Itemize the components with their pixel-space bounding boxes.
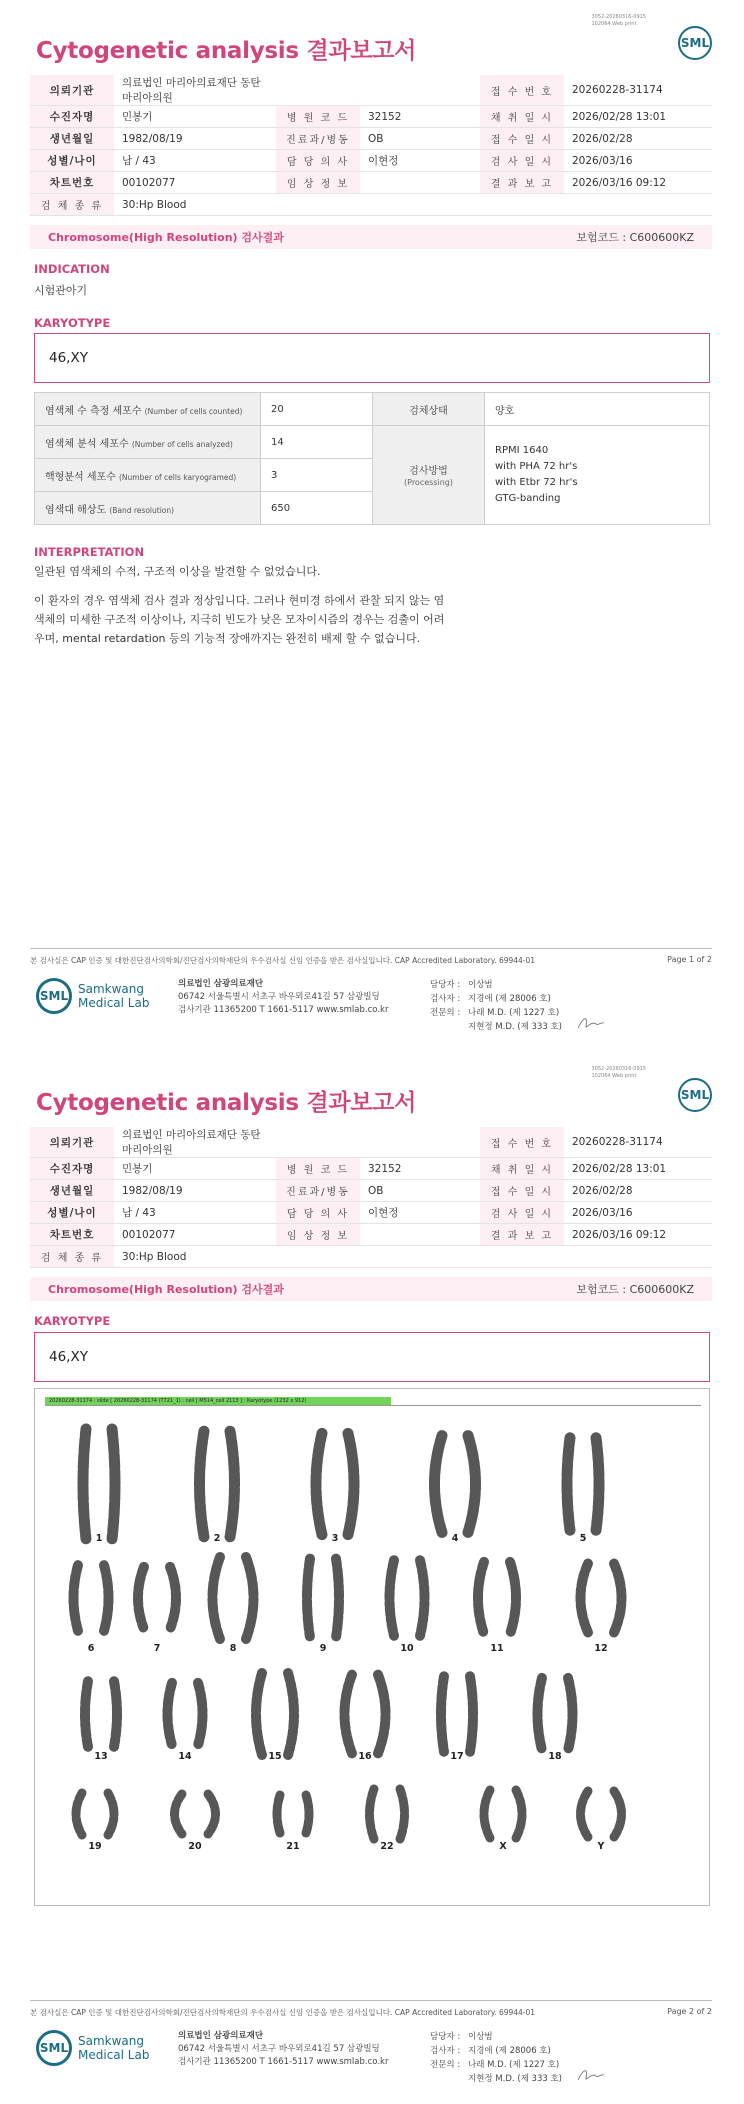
footer-divider (30, 2000, 712, 2001)
indication-text: 시험관아기 (34, 284, 88, 297)
chromosome-pair-7 (138, 1567, 176, 1654)
signature-icon (576, 1014, 606, 1032)
chromosome-label: 8 (229, 1643, 237, 1654)
info-cell: 병 원 코 드 (276, 106, 360, 128)
signature-icon (576, 2066, 606, 2084)
lab-address: 의료법인 삼광의료재단 06742 서울특별시 서초구 바우뫼로41길 57 삼광빌딩 검사기관 11365200 T 1661-5117 www.smlab.co.kr (178, 2031, 389, 2067)
chromosome-pair-3 (316, 1433, 354, 1544)
chromosome-pair-10 (390, 1560, 425, 1654)
info-cell: 2026/02/28 (564, 128, 712, 150)
chromosome-pair-21 (277, 1795, 309, 1852)
info-row (30, 1180, 712, 1202)
chromosome-pair-12 (581, 1564, 622, 1654)
info-cell: 생년월일 (30, 128, 114, 150)
karyotype-heading: KARYOTYPE (34, 316, 111, 330)
info-row (30, 150, 712, 172)
info-cell: 병 원 코 드 (276, 1158, 360, 1180)
chromosome-label: 12 (594, 1643, 608, 1654)
chromosome-pair-22 (370, 1789, 405, 1852)
cell-count-table (34, 392, 710, 525)
indication-heading: INDICATION (34, 262, 110, 276)
report-title: Cytogenetic analysis 결과보고서 (36, 38, 417, 64)
chromosome-label: 21 (286, 1841, 300, 1852)
chromosome-pair-5 (567, 1438, 599, 1544)
info-cell: 32152 (360, 106, 480, 128)
cells-analyzed-value: 14 (261, 426, 373, 459)
specimen-label: 검 체 종 류 (30, 1246, 114, 1268)
samkwang-logo: SML Samkwang Medical Lab (36, 978, 149, 1014)
insurance-code: 보험코드 : C600600KZ (576, 231, 694, 244)
info-cell: OB (360, 128, 480, 150)
info-cell: 20260228-31174 (564, 75, 712, 106)
chromosome-label: 15 (268, 1751, 282, 1762)
cap-statement: 본 검사실은 CAP 인증 및 대한진단검사의학회/진단검사의학재단의 우수검사실 신임 인증을 받은 검사실입니다. CAP Accredited Laboratory. 69944-01 (30, 2008, 536, 2017)
method-value: RPMI 1640 with PHA 72 hr's with Etbr 72 hr's GTG-banding (485, 426, 710, 525)
report-title: Cytogenetic analysis 결과보고서 (36, 1090, 417, 1116)
info-cell: 수진자명 (30, 106, 114, 128)
chromosome-label: X (499, 1841, 507, 1852)
print-code: 3052-20260316-0915 102064 Web print (591, 1066, 646, 1079)
sml-ring-logo: SML (36, 2030, 72, 2066)
samkwang-logo: SML Samkwang Medical Lab (36, 2030, 149, 2066)
chromosome-label: 2 (213, 1533, 221, 1544)
patient-info-table (30, 75, 712, 216)
chromosome-pair-18 (538, 1678, 573, 1762)
specimen-label: 검 체 종 류 (30, 194, 114, 216)
info-cell: 접 수 번 호 (480, 75, 564, 106)
page-number: Page 1 of 2 (667, 955, 712, 964)
info-cell: 2026/02/28 13:01 (564, 106, 712, 128)
info-cell: 2026/03/16 (564, 150, 712, 172)
chromosome-label: 10 (400, 1643, 414, 1654)
chromosome-label: 1 (95, 1533, 103, 1544)
info-cell: 접 수 일 시 (480, 1180, 564, 1202)
info-cell: 2026/03/16 09:12 (564, 172, 712, 194)
lab-staff: 담당자 : 이상범 검사자 : 지경애 (제 28006 호) 전문의 : 나래 M.D. (제 1227 호) 지현정 M.D. (제 333 호) (430, 980, 563, 1032)
cells-karyogramed-value: 3 (261, 459, 373, 492)
method-label: 검사방법 (Processing) (373, 426, 485, 525)
chromosome-label: 18 (548, 1751, 562, 1762)
cells-karyogramed-label: 핵형분석 세포수 (Number of cells karyogramed) (35, 459, 261, 492)
info-cell (360, 172, 480, 194)
specimen-value: 30:Hp Blood (114, 1246, 712, 1268)
info-cell: 접 수 일 시 (480, 128, 564, 150)
info-cell: 남 / 43 (114, 150, 276, 172)
chromosome-label: 17 (450, 1751, 464, 1762)
info-cell: 검 사 일 시 (480, 150, 564, 172)
karyogram-caption: 20260228-31174 : slide [ 20260228-31174 (T721_1) : cell [ M514_cell 2113 ] : Karyotype (1232 x 912) (45, 1397, 391, 1405)
info-cell: 남 / 43 (114, 1202, 276, 1224)
section-title: Chromosome(High Resolution) 검사결과 (48, 231, 284, 244)
specimen-row (30, 1246, 712, 1268)
specimen-state-value: 양호 (485, 393, 710, 426)
info-cell: 진료과/병동 (276, 1180, 360, 1202)
info-cell: 채 취 일 시 (480, 1158, 564, 1180)
info-cell (360, 1127, 480, 1158)
info-cell: 00102077 (114, 172, 276, 194)
chromosome-pair-20 (175, 1794, 216, 1852)
footer-divider (30, 948, 712, 949)
sml-ring-logo: SML (36, 978, 72, 1014)
info-cell: 임 상 정 보 (276, 172, 360, 194)
chromosome-label: 4 (451, 1533, 459, 1544)
info-cell (360, 1224, 480, 1246)
info-cell: 차트번호 (30, 172, 114, 194)
chromosome-label: 16 (358, 1751, 372, 1762)
info-cell: 1982/08/19 (114, 128, 276, 150)
section-bar (30, 1277, 712, 1301)
karyotype-value: 46,XY (49, 350, 88, 366)
info-row (30, 1224, 712, 1246)
info-cell: 의료법인 마리아의료재단 동탄마리아의원 (114, 75, 276, 106)
chromosome-label: 3 (331, 1533, 339, 1544)
chromosome-pair-8 (213, 1557, 254, 1654)
info-cell: 의료법인 마리아의료재단 동탄마리아의원 (114, 1127, 276, 1158)
info-cell: 2026/03/16 (564, 1202, 712, 1224)
chromosome-label: 7 (153, 1643, 161, 1654)
sml-logo: SML (678, 26, 712, 60)
chromosome-label: 19 (88, 1841, 102, 1852)
chromosome-label: 5 (579, 1533, 587, 1544)
info-cell: 20260228-31174 (564, 1127, 712, 1158)
specimen-row (30, 194, 712, 216)
chromosome-pair-16 (345, 1675, 386, 1762)
chromosome-pair-11 (478, 1562, 516, 1654)
info-cell: 담 당 의 사 (276, 1202, 360, 1224)
info-cell: 임 상 정 보 (276, 1224, 360, 1246)
chromosome-label: 13 (94, 1751, 108, 1762)
chromosome-pair-14 (168, 1683, 203, 1762)
lab-staff: 담당자 : 이상범 검사자 : 지경애 (제 28006 호) 전문의 : 나래 M.D. (제 1227 호) 지현정 M.D. (제 333 호) (430, 2032, 563, 2084)
chromosome-label: 6 (87, 1643, 95, 1654)
insurance-code: 보험코드 : C600600KZ (576, 1283, 694, 1296)
interpretation-text: 일관된 염색체의 수적, 구조적 이상을 발견할 수 없었습니다. 이 환자의 경우 염색체 검사 결과 정상입니다. 그러나 현미경 하에서 관찰 되지 않는 염색체의 미세한 구조적 이상이나, 지극히 빈도가 낮은 모자이시즘의 경우는 검출이 어려우며, mental retardation 등의 기능적 장애까지는 완전히 배제 할 수 없습니다. (34, 565, 445, 645)
chromosome-label: 22 (380, 1841, 394, 1852)
info-cell: 32152 (360, 1158, 480, 1180)
cells-analyzed-label: 염색체 분석 세포수 (Number of cells analyzed) (35, 426, 261, 459)
info-cell: 2026/03/16 09:12 (564, 1224, 712, 1246)
info-cell: 2026/02/28 (564, 1180, 712, 1202)
info-cell: 차트번호 (30, 1224, 114, 1246)
section-bar (30, 225, 712, 249)
chromosome-label: 11 (490, 1643, 504, 1654)
interpretation-heading: INTERPRETATION (34, 545, 145, 559)
chromosome-pair-Y (581, 1791, 622, 1852)
info-cell: 결 과 보 고 (480, 172, 564, 194)
info-cell (360, 75, 480, 106)
cap-statement: 본 검사실은 CAP 인증 및 대한진단검사의학회/진단검사의학재단의 우수검사실 신임 인증을 받은 검사실입니다. CAP Accredited Laboratory. 69944-01 (30, 956, 536, 965)
chromosome-pair-13 (85, 1681, 117, 1762)
info-cell (276, 75, 360, 106)
info-row (30, 1127, 712, 1158)
chromosome-pairs (35, 1389, 709, 1905)
cells-counted-value: 20 (261, 393, 373, 426)
info-cell: 성별/나이 (30, 150, 114, 172)
chromosome-pair-17 (441, 1676, 473, 1762)
section-title: Chromosome(High Resolution) 검사결과 (48, 1283, 284, 1296)
info-cell: 민봉기 (114, 1158, 276, 1180)
specimen-state-label: 검체상태 (373, 393, 485, 426)
info-cell: 채 취 일 시 (480, 106, 564, 128)
chromosome-pair-15 (256, 1673, 294, 1762)
info-cell: 생년월일 (30, 1180, 114, 1202)
info-cell: 성별/나이 (30, 1202, 114, 1224)
info-cell: 결 과 보 고 (480, 1224, 564, 1246)
info-cell: 수진자명 (30, 1158, 114, 1180)
info-cell: 이현정 (360, 1202, 480, 1224)
info-row (30, 75, 712, 106)
karyogram-image (34, 1388, 710, 1906)
chromosome-pair-19 (76, 1793, 114, 1852)
info-cell: 의뢰기관 (30, 1127, 114, 1158)
chromosome-pair-2 (200, 1431, 235, 1544)
info-cell: 의뢰기관 (30, 75, 114, 106)
specimen-value: 30:Hp Blood (114, 194, 712, 216)
band-resolution-value: 650 (261, 492, 373, 525)
chromosome-pair-X (484, 1790, 522, 1852)
info-cell: 검 사 일 시 (480, 1202, 564, 1224)
print-code: 3052-20260316-0915 102064 Web print (591, 14, 646, 27)
chromosome-label: 20 (188, 1841, 202, 1852)
chromosome-label: 9 (319, 1643, 327, 1654)
info-cell: 1982/08/19 (114, 1180, 276, 1202)
chromosome-pair-6 (74, 1565, 109, 1654)
info-cell: 접 수 번 호 (480, 1127, 564, 1158)
band-resolution-label: 염색대 해상도 (Band resolution) (35, 492, 261, 525)
info-row (30, 1158, 712, 1180)
patient-info-table (30, 1127, 712, 1268)
chromosome-pair-4 (435, 1436, 476, 1544)
info-cell: 진료과/병동 (276, 128, 360, 150)
info-row (30, 128, 712, 150)
karyotype-box (34, 1332, 710, 1382)
info-row (30, 1202, 712, 1224)
info-cell: OB (360, 1180, 480, 1202)
info-cell: 이현정 (360, 150, 480, 172)
info-row (30, 172, 712, 194)
sml-logo: SML (678, 1078, 712, 1112)
page-number: Page 2 of 2 (667, 2007, 712, 2016)
chromosome-pair-1 (83, 1429, 115, 1544)
info-cell (276, 1127, 360, 1158)
cells-counted-label: 염색체 수 측정 세포수 (Number of cells counted) (35, 393, 261, 426)
lab-address: 의료법인 삼광의료재단 06742 서울특별시 서초구 바우뫼로41길 57 삼광빌딩 검사기관 11365200 T 1661-5117 www.smlab.co.kr (178, 979, 389, 1015)
info-cell: 2026/02/28 13:01 (564, 1158, 712, 1180)
info-row (30, 106, 712, 128)
karyotype-box (34, 333, 710, 383)
chromosome-pair-9 (307, 1559, 339, 1654)
karyotype-value: 46,XY (49, 1349, 88, 1365)
chromosome-label: Y (597, 1841, 605, 1852)
info-cell: 담 당 의 사 (276, 150, 360, 172)
chromosome-label: 14 (178, 1751, 192, 1762)
info-cell: 민봉기 (114, 106, 276, 128)
info-cell: 00102077 (114, 1224, 276, 1246)
karyotype-heading: KARYOTYPE (34, 1314, 111, 1328)
